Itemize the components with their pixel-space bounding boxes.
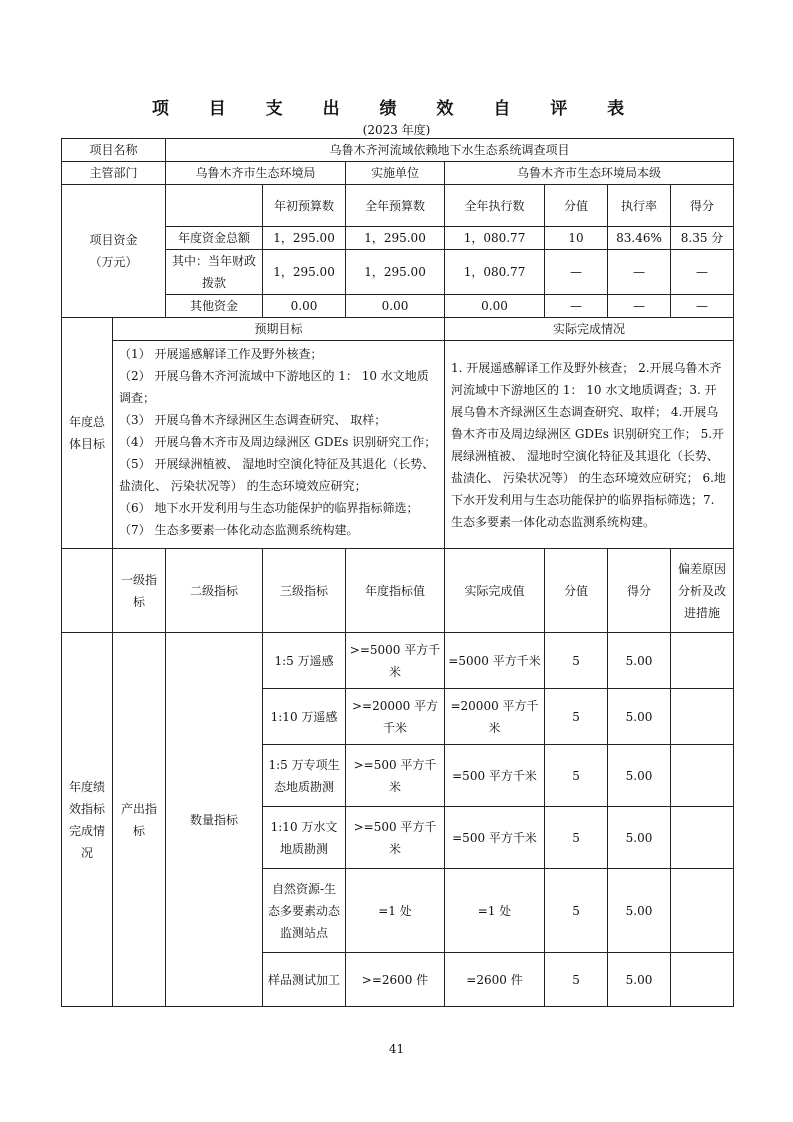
planned-goals-header: 预期目标 (113, 318, 445, 341)
perf-level3: 样品测试加工 (263, 953, 346, 1007)
perf-score-value: 5 (545, 689, 608, 745)
perf-score-value: 5 (545, 633, 608, 689)
perf-level3: 自然资源-生态多要素动态监测站点 (263, 869, 346, 953)
planned-goal-item: （5） 开展绿洲植被、 湿地时空演化特征及其退化（长势、 盐渍化、 污染状况等） 的生态环境效应研究； (119, 457, 435, 493)
funds-header: 全年预算数 (346, 185, 445, 227)
perf-header: 得分 (608, 549, 671, 633)
perf-label: 年度绩效指标完成情况 (62, 633, 113, 1007)
perf-header: 分值 (545, 549, 608, 633)
form-title: 项 目 支 出 绩 效 自 评 表 (151, 99, 642, 119)
funds-cell: 1，080.77 (445, 227, 545, 250)
planned-goal-item: （3） 开展乌鲁木齐绿洲区生态调查研究、 取样； (119, 413, 387, 427)
perf-actual: =1 处 (445, 869, 545, 953)
planned-goals-list (113, 341, 445, 549)
unit-value: 乌鲁木齐市生态环境局本级 (445, 162, 734, 185)
perf-actual: =500 平方千米 (445, 745, 545, 807)
dept-value: 乌鲁木齐市生态环境局 (166, 162, 346, 185)
perf-header: 一级指标 (113, 549, 166, 633)
perf-score-value: 5 (545, 869, 608, 953)
actual-results-text: 1. 开展遥感解译工作及野外核查； 2.开展乌鲁木齐河流域中下游地区的 1： 10 水文地质调查；3. 开展乌鲁木齐绿洲区生态调查研究、取样； 4.开展乌鲁木齐市及周边绿洲区 GDEs 识别研究工作； 5.开展绿洲植被、 湿地时空演化特征及其退化（长势、 盐渍化、 污染状况等） 的生态环境效应研究； 6.地下水开发利用与生态功能保护的临界指标筛选；7. 生态多要素一体化动态监测系统构建。 (445, 341, 734, 549)
funds-cell: 0.00 (445, 295, 545, 318)
funds-header: 全年执行数 (445, 185, 545, 227)
perf-note (671, 869, 734, 953)
funds-cell: 0.00 (263, 295, 346, 318)
perf-target: >=500 平方千米 (346, 807, 445, 869)
perf-score: 5.00 (608, 689, 671, 745)
funds-cell: 1，295.00 (263, 250, 346, 295)
perf-target: >=2600 件 (346, 953, 445, 1007)
funds-cell: — (545, 250, 608, 295)
perf-note (671, 953, 734, 1007)
perf-note (671, 807, 734, 869)
perf-header: 二级指标 (166, 549, 263, 633)
funds-label: 项目资金 （万元） (62, 185, 166, 318)
project-name-label: 项目名称 (62, 139, 166, 162)
page-number: 41 (388, 1042, 405, 1056)
funds-cell: — (608, 250, 671, 295)
funds-row-label: 其他资金 (166, 295, 263, 318)
funds-header: 得分 (671, 185, 734, 227)
funds-cell: 1，295.00 (263, 227, 346, 250)
funds-header: 执行率 (608, 185, 671, 227)
year-note: (2023 年度) (362, 123, 431, 137)
perf-score: 5.00 (608, 869, 671, 953)
actual-results-header: 实际完成情况 (445, 318, 734, 341)
unit-label: 实施单位 (346, 162, 445, 185)
funds-header: 分值 (545, 185, 608, 227)
planned-goal-item: （2） 开展乌鲁木齐河流域中下游地区的 1： 10 水文地质调查； (119, 369, 429, 405)
goals-label: 年度总体目标 (62, 318, 113, 549)
planned-goal-item: （4） 开展乌鲁木齐市及周边绿洲区 GDEs 识别研究工作； (119, 435, 437, 449)
funds-cell: 0.00 (346, 295, 445, 318)
perf-level2: 数量指标 (166, 633, 263, 1007)
project-name-value: 乌鲁木齐河流域依赖地下水生态系统调查项目 (166, 139, 734, 162)
perf-header-blank (62, 549, 113, 633)
perf-score: 5.00 (608, 633, 671, 689)
perf-header: 三级指标 (263, 549, 346, 633)
funds-cell: — (671, 295, 734, 318)
perf-note (671, 745, 734, 807)
perf-actual: =20000 平方千米 (445, 689, 545, 745)
perf-score: 5.00 (608, 953, 671, 1007)
funds-row-label: 年度资金总额 (166, 227, 263, 250)
perf-level3: 1:10 万水文地质勘测 (263, 807, 346, 869)
funds-header: 年初预算数 (263, 185, 346, 227)
perf-level3: 1:5 万专项生态地质勘测 (263, 745, 346, 807)
funds-cell: 10 (545, 227, 608, 250)
perf-header: 实际完成值 (445, 549, 545, 633)
planned-goal-item: （1） 开展遥感解译工作及野外核查； (119, 347, 323, 361)
dept-label: 主管部门 (62, 162, 166, 185)
perf-score-value: 5 (545, 745, 608, 807)
planned-goal-item: （7） 生态多要素一体化动态监测系统构建。 (119, 523, 359, 537)
funds-cell: 1，080.77 (445, 250, 545, 295)
planned-goal-item: （6） 地下水开发利用与生态功能保护的临界指标筛选； (119, 501, 419, 515)
perf-score-value: 5 (545, 807, 608, 869)
funds-cell: — (608, 295, 671, 318)
perf-score: 5.00 (608, 745, 671, 807)
perf-target: >=500 平方千米 (346, 745, 445, 807)
funds-cell: — (671, 250, 734, 295)
funds-cell: 8.35 分 (671, 227, 734, 250)
perf-actual: =2600 件 (445, 953, 545, 1007)
perf-header: 年度指标值 (346, 549, 445, 633)
funds-cell: — (545, 295, 608, 318)
funds-cell: 1，295.00 (346, 250, 445, 295)
perf-score-value: 5 (545, 953, 608, 1007)
perf-score: 5.00 (608, 807, 671, 869)
funds-row-label: 其中：当年财政拨款 (166, 250, 263, 295)
perf-note (671, 689, 734, 745)
perf-target: >=20000 平方千米 (346, 689, 445, 745)
perf-level3: 1:5 万遥感 (263, 633, 346, 689)
funds-cell: 1，295.00 (346, 227, 445, 250)
perf-header: 偏差原因分析及改进措施 (671, 549, 734, 633)
perf-target: =1 处 (346, 869, 445, 953)
perf-level3: 1:10 万遥感 (263, 689, 346, 745)
perf-level1: 产出指标 (113, 633, 166, 1007)
self-evaluation-table (61, 138, 734, 1007)
perf-note (671, 633, 734, 689)
perf-actual: =5000 平方千米 (445, 633, 545, 689)
perf-actual: =500 平方千米 (445, 807, 545, 869)
funds-cell: 83.46% (608, 227, 671, 250)
funds-header-blank (166, 185, 263, 227)
perf-target: >=5000 平方千米 (346, 633, 445, 689)
